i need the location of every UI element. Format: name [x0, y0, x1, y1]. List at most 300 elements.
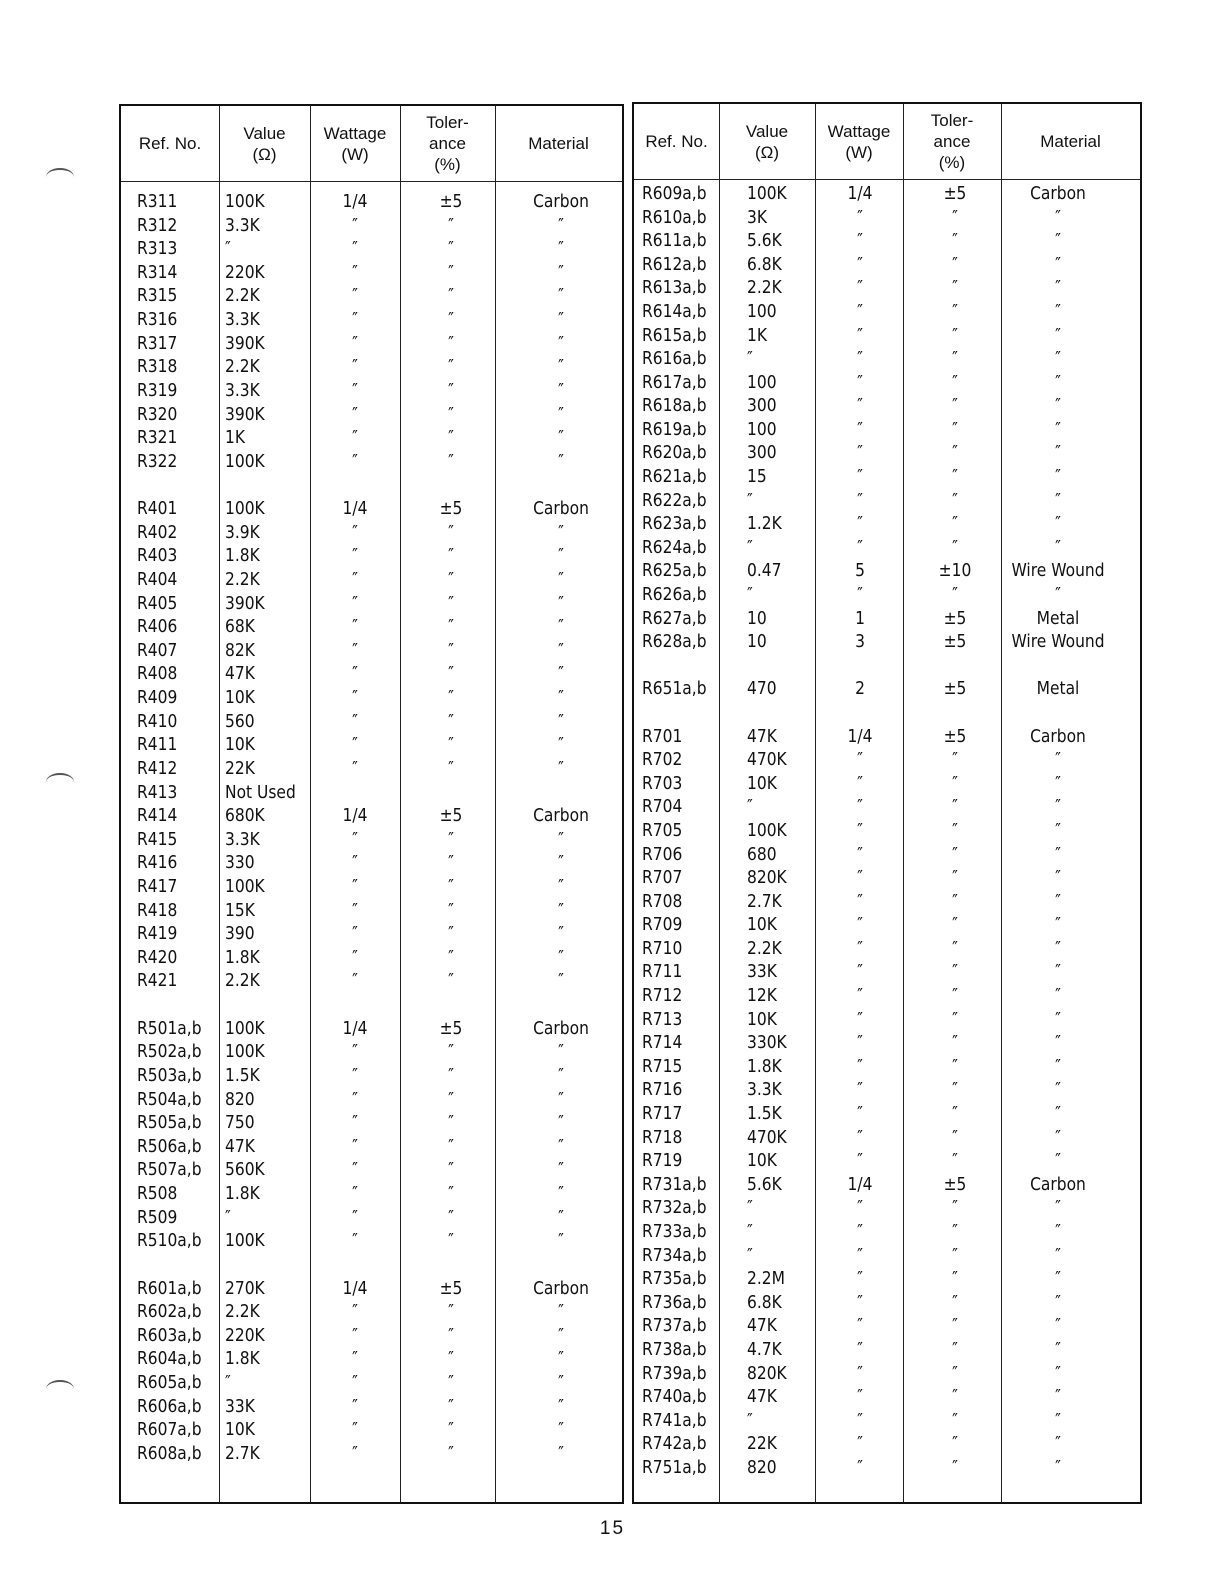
cell-material: ″ [1055, 843, 1061, 865]
cell-ref-no: R501a,b [136, 1017, 202, 1039]
cell-ref-no: R628a,b [641, 631, 707, 653]
cell-tolerance: ″ [448, 592, 454, 614]
cell-tolerance: ″ [952, 348, 958, 370]
cell-wattage: 2 [855, 678, 865, 700]
cell-value: 3.3K [746, 1079, 782, 1101]
cell-wattage: ″ [857, 300, 863, 322]
cell-value: 100K [224, 191, 265, 212]
cell-tolerance: ±5 [943, 678, 967, 700]
cell-wattage: ″ [352, 285, 358, 307]
cell-material: ″ [1055, 1150, 1061, 1172]
cell-value: 220K [224, 1324, 265, 1346]
cell-ref-no: R610a,b [641, 206, 707, 228]
cell-material: ″ [558, 852, 564, 874]
cell-tolerance: ″ [952, 843, 958, 865]
table-row [121, 781, 622, 805]
cell-value: 680 [746, 843, 777, 865]
cell-material: ″ [1055, 890, 1061, 912]
cell-wattage: ″ [857, 1126, 863, 1148]
table-row [634, 607, 1140, 631]
cell-tolerance: ″ [952, 442, 958, 464]
table-row [634, 1173, 1140, 1197]
table-row [634, 371, 1140, 395]
cell-wattage: 3 [855, 631, 865, 653]
table-row [121, 237, 622, 261]
cell-ref-no: R713 [641, 1008, 683, 1030]
cell-value: 47K [746, 1386, 777, 1408]
table-row [634, 512, 1140, 536]
cell-tolerance: ″ [448, 1183, 454, 1205]
cell-tolerance: ″ [952, 772, 958, 794]
cell-material: ″ [1055, 1338, 1061, 1360]
cell-wattage: ″ [857, 442, 863, 464]
cell-ref-no: R502a,b [136, 1041, 202, 1063]
cell-tolerance: ″ [952, 1197, 958, 1219]
cell-tolerance: ″ [952, 1079, 958, 1101]
cell-tolerance: ″ [448, 1372, 454, 1393]
cell-wattage: 5 [855, 560, 865, 582]
cell-ref-no: R315 [136, 285, 178, 307]
cell-value: 750 [224, 1112, 255, 1134]
cell-value: ″ [746, 489, 753, 511]
cell-tolerance: ″ [952, 1338, 958, 1360]
cell-ref-no: R707 [641, 867, 683, 889]
cell-wattage: ″ [857, 890, 863, 912]
cell-wattage: ″ [352, 450, 358, 472]
table-row [121, 261, 622, 285]
cell-material: ″ [1055, 749, 1061, 771]
cell-ref-no: R509 [136, 1206, 178, 1228]
cell-value: 0.47 [746, 560, 782, 582]
cell-tolerance: ″ [952, 1126, 958, 1148]
cell-wattage: ″ [352, 545, 358, 567]
cell-material: ″ [558, 568, 564, 590]
cell-ref-no: R706 [641, 843, 683, 865]
cell-value: 2.2K [746, 937, 782, 959]
cell-material: Carbon [1030, 183, 1086, 204]
cell-value: 1.8K [746, 1055, 782, 1077]
cell-ref-no: R405 [136, 592, 178, 614]
table-row [634, 890, 1140, 914]
table-row [121, 686, 622, 710]
cell-wattage: ″ [352, 214, 358, 236]
cell-ref-no: R623a,b [641, 513, 707, 535]
cell-wattage: ″ [352, 828, 358, 850]
cell-ref-no: R609a,b [641, 183, 707, 204]
table-row [634, 229, 1140, 253]
cell-ref-no: R317 [136, 332, 178, 354]
cell-ref-no: R318 [136, 356, 178, 378]
cell-wattage: ″ [857, 1220, 863, 1242]
cell-value: 100 [746, 300, 777, 322]
cell-wattage: ″ [352, 875, 358, 897]
cell-material: ″ [1055, 1197, 1061, 1219]
cell-material: ″ [1055, 1055, 1061, 1077]
table-row [634, 1102, 1140, 1126]
cell-wattage: ″ [857, 1291, 863, 1313]
cell-wattage: ″ [352, 568, 358, 590]
cell-material: ″ [1055, 1008, 1061, 1030]
cell-wattage: ″ [352, 403, 358, 425]
cell-material: ″ [1055, 796, 1061, 818]
cell-ref-no: R710 [641, 937, 683, 959]
table-row [121, 355, 622, 379]
cell-tolerance: ″ [952, 395, 958, 417]
cell-material: Carbon [533, 498, 589, 520]
cell-tolerance: ″ [952, 230, 958, 252]
table-row [634, 1149, 1140, 1173]
cell-value: 3.3K [224, 309, 260, 331]
cell-ref-no: R605a,b [136, 1372, 202, 1393]
cell-tolerance: ″ [448, 1112, 454, 1134]
cell-wattage: ″ [857, 1268, 863, 1290]
table-row [634, 725, 1140, 749]
cell-wattage: ″ [857, 466, 863, 488]
cell-ref-no: R510a,b [136, 1230, 202, 1252]
table-row [121, 544, 622, 568]
cell-wattage: ″ [857, 1032, 863, 1054]
cell-tolerance: ±5 [439, 191, 463, 212]
table-row [121, 875, 622, 899]
cell-wattage: ″ [857, 418, 863, 440]
cell-value: 10K [224, 734, 255, 756]
cell-tolerance: ″ [448, 568, 454, 590]
cell-material: ″ [558, 309, 564, 331]
cell-tolerance: ″ [952, 1220, 958, 1242]
cell-ref-no: R611a,b [641, 230, 707, 252]
cell-wattage: ″ [857, 1456, 863, 1478]
cell-wattage: ″ [352, 710, 358, 732]
cell-value: 47K [746, 725, 777, 747]
table-row [634, 536, 1140, 560]
table-row [634, 465, 1140, 489]
cell-value: 2.2K [224, 568, 260, 590]
cell-material: ″ [558, 946, 564, 968]
cell-material: ″ [1055, 395, 1061, 417]
cell-value: 100 [746, 371, 777, 393]
cell-wattage: ″ [857, 819, 863, 841]
table-row [121, 1418, 622, 1442]
cell-wattage: ″ [857, 253, 863, 275]
cell-wattage: ″ [352, 1442, 358, 1464]
cell-value: 100K [224, 875, 265, 897]
cell-material: ″ [1055, 371, 1061, 393]
table-row [634, 1196, 1140, 1220]
cell-value: 100K [224, 1041, 265, 1063]
cell-wattage: ″ [857, 1055, 863, 1077]
cell-wattage: ″ [857, 230, 863, 252]
table-row [121, 568, 622, 592]
cell-ref-no: R709 [641, 914, 683, 936]
cell-tolerance: ″ [952, 1032, 958, 1054]
cell-wattage: ″ [352, 309, 358, 331]
cell-material: ″ [558, 639, 564, 661]
table-row [121, 710, 622, 734]
cell-material: ″ [1055, 1103, 1061, 1124]
cell-material: ″ [1055, 324, 1061, 346]
cell-wattage: 1/4 [342, 1277, 368, 1299]
cell-value: 1.8K [224, 1348, 260, 1370]
cell-ref-no: R407 [136, 639, 178, 661]
cell-material: ″ [558, 332, 564, 354]
cell-wattage: ″ [857, 324, 863, 346]
cell-value: 820 [746, 1456, 777, 1478]
cell-tolerance: ″ [952, 206, 958, 228]
cell-value: 330K [746, 1032, 787, 1054]
cell-material: ″ [1055, 914, 1061, 936]
cell-ref-no: R314 [136, 261, 178, 283]
table-row [121, 592, 622, 616]
cell-value: 3.9K [224, 521, 260, 543]
cell-value: 47K [224, 663, 255, 685]
cell-tolerance: ″ [448, 521, 454, 543]
cell-tolerance: ±5 [439, 1277, 463, 1299]
table-row [121, 615, 622, 639]
cell-ref-no: R701 [641, 725, 683, 747]
cell-value: 2.2K [224, 356, 260, 378]
cell-wattage: ″ [352, 1159, 358, 1181]
cell-material: ″ [558, 1112, 564, 1134]
cell-tolerance: ″ [448, 899, 454, 921]
cell-value: 220K [224, 261, 265, 283]
table-row [121, 639, 622, 663]
cell-tolerance: ″ [952, 1055, 958, 1077]
cell-material: ″ [558, 1301, 564, 1323]
cell-wattage: ″ [352, 1372, 358, 1393]
cell-value: 390K [224, 592, 265, 614]
cell-ref-no: R626a,b [641, 584, 707, 606]
table-row [634, 182, 1140, 206]
table-row [121, 332, 622, 356]
cell-tolerance: ″ [952, 1244, 958, 1266]
cell-ref-no: R718 [641, 1126, 683, 1148]
cell-wattage: ″ [352, 1206, 358, 1228]
cell-material: ″ [558, 710, 564, 732]
cell-tolerance: ″ [448, 1159, 454, 1181]
cell-material: Wire Wound [1011, 560, 1105, 582]
cell-value: 2.2K [224, 285, 260, 307]
table-row [634, 1291, 1140, 1315]
cell-wattage: ″ [857, 513, 863, 535]
cell-ref-no: R734a,b [641, 1244, 707, 1266]
cell-tolerance: ″ [448, 309, 454, 331]
cell-tolerance: ″ [448, 875, 454, 897]
cell-tolerance: ″ [952, 1315, 958, 1337]
cell-material: ″ [558, 214, 564, 236]
cell-value: 10K [224, 1419, 255, 1441]
cell-tolerance: ±5 [943, 607, 967, 629]
cell-tolerance: ″ [952, 819, 958, 841]
cell-tolerance: ″ [448, 403, 454, 425]
cell-ref-no: R702 [641, 749, 683, 771]
cell-value: 680K [224, 805, 265, 827]
header-wattage: Wattage (W) [827, 121, 891, 162]
cell-material: ″ [558, 1230, 564, 1252]
table-row [634, 394, 1140, 418]
cell-ref-no: R322 [136, 450, 178, 472]
cell-wattage: ″ [352, 1183, 358, 1205]
cell-wattage: ″ [352, 261, 358, 283]
cell-tolerance: ″ [448, 450, 454, 472]
cell-tolerance: ″ [952, 937, 958, 959]
cell-ref-no: R739a,b [641, 1362, 707, 1384]
cell-wattage: ″ [857, 1079, 863, 1101]
cell-value: 1K [746, 324, 768, 346]
cell-ref-no: R622a,b [641, 489, 707, 511]
parts-table-right [632, 102, 1142, 1504]
cell-material: ″ [1055, 1409, 1061, 1431]
cell-wattage: 1/4 [342, 498, 368, 520]
cell-tolerance: ″ [952, 513, 958, 535]
cell-wattage: ″ [857, 985, 863, 1007]
cell-ref-no: R624a,b [641, 536, 707, 558]
cell-ref-no: R606a,b [136, 1395, 202, 1417]
cell-tolerance: ±5 [943, 725, 967, 747]
cell-ref-no: R732a,b [641, 1197, 707, 1219]
cell-material: ″ [1055, 513, 1061, 535]
header-divider [121, 181, 622, 182]
cell-material: ″ [558, 356, 564, 378]
cell-material: ″ [558, 427, 564, 449]
table-row [634, 559, 1140, 583]
cell-tolerance: ″ [952, 253, 958, 275]
cell-ref-no: R711 [641, 961, 683, 983]
cell-material: ″ [558, 521, 564, 543]
header-tolerance: Toler- ance (%) [930, 111, 974, 172]
table-row [121, 1253, 622, 1277]
cell-material: ″ [558, 899, 564, 921]
table-row [634, 1055, 1140, 1079]
cell-ref-no: R618a,b [641, 395, 707, 417]
cell-ref-no: R419 [136, 923, 178, 945]
cell-value: ″ [224, 1372, 231, 1393]
table-row [121, 190, 622, 214]
cell-material: ″ [558, 1419, 564, 1441]
cell-wattage: ″ [352, 356, 358, 378]
cell-ref-no: R506a,b [136, 1135, 202, 1157]
cell-wattage: ″ [352, 899, 358, 921]
cell-tolerance: ″ [448, 545, 454, 567]
cell-tolerance: ″ [952, 796, 958, 818]
table-row [634, 1362, 1140, 1386]
cell-wattage: ″ [352, 923, 358, 945]
cell-value: 820K [746, 867, 787, 889]
cell-ref-no: R604a,b [136, 1348, 202, 1370]
table-row [121, 1324, 622, 1348]
cell-material: ″ [558, 1183, 564, 1205]
cell-material: ″ [558, 403, 564, 425]
cell-ref-no: R736a,b [641, 1291, 707, 1313]
cell-wattage: 1/4 [847, 183, 873, 204]
cell-tolerance: ″ [952, 371, 958, 393]
cell-ref-no: R615a,b [641, 324, 707, 346]
cell-wattage: ″ [352, 639, 358, 661]
table-row [634, 1456, 1140, 1480]
cell-value: 47K [746, 1315, 777, 1337]
table-row [634, 253, 1140, 277]
cell-tolerance: ″ [448, 214, 454, 236]
cell-ref-no: R608a,b [136, 1442, 202, 1464]
table-row [121, 969, 622, 993]
cell-material: ″ [558, 1442, 564, 1464]
cell-material: ″ [558, 285, 564, 307]
table-row [634, 1385, 1140, 1409]
cell-material: ″ [558, 379, 564, 401]
table-row [634, 937, 1140, 961]
cell-wattage: ″ [857, 536, 863, 558]
cell-ref-no: R414 [136, 805, 178, 827]
cell-ref-no: R402 [136, 521, 178, 543]
cell-value: Not Used [224, 781, 296, 803]
cell-ref-no: R705 [641, 819, 683, 841]
cell-ref-no: R617a,b [641, 371, 707, 393]
cell-material: Carbon [533, 805, 589, 827]
cell-wattage: ″ [857, 1409, 863, 1431]
cell-wattage: ″ [352, 1324, 358, 1346]
cell-value: 15 [746, 466, 767, 488]
cell-ref-no: R411 [136, 734, 178, 756]
table-row [634, 1126, 1140, 1150]
cell-value: 6.8K [746, 253, 782, 275]
cell-tolerance: ″ [448, 1395, 454, 1417]
cell-tolerance: ″ [952, 418, 958, 440]
cell-wattage: ″ [352, 238, 358, 260]
cell-value: 470K [746, 749, 787, 771]
cell-value: ″ [746, 584, 753, 606]
cell-value: ″ [746, 536, 753, 558]
cell-wattage: ″ [352, 687, 358, 709]
cell-ref-no: R712 [641, 985, 683, 1007]
cell-value: 390 [224, 923, 255, 945]
cell-value: 390K [224, 403, 265, 425]
header-material: Material [528, 134, 589, 153]
cell-material: ″ [1055, 489, 1061, 511]
table-row [121, 403, 622, 427]
cell-wattage: ″ [857, 1008, 863, 1030]
cell-tolerance: ″ [952, 584, 958, 606]
cell-value: 2.2M [746, 1268, 785, 1290]
cell-ref-no: R406 [136, 616, 178, 638]
cell-wattage: ″ [857, 206, 863, 228]
cell-ref-no: R410 [136, 710, 178, 732]
cell-tolerance: ″ [952, 324, 958, 346]
cell-ref-no: R401 [136, 498, 178, 520]
cell-material: ″ [558, 875, 564, 897]
cell-wattage: ″ [857, 348, 863, 370]
cell-value: ″ [224, 238, 231, 260]
cell-wattage: ″ [857, 796, 863, 818]
cell-tolerance: ″ [448, 356, 454, 378]
cell-tolerance: ″ [952, 1456, 958, 1478]
cell-ref-no: R616a,b [641, 348, 707, 370]
cell-wattage: ″ [857, 1386, 863, 1408]
cell-value: 300 [746, 442, 777, 464]
cell-wattage: ″ [352, 379, 358, 401]
cell-value: 100K [224, 1230, 265, 1252]
cell-value: 100K [746, 819, 787, 841]
cell-value: 300 [746, 395, 777, 417]
cell-ref-no: R719 [641, 1150, 683, 1172]
cell-value: 100 [746, 418, 777, 440]
cell-ref-no: R503a,b [136, 1064, 202, 1086]
table-row [121, 497, 622, 521]
cell-material: Carbon [533, 191, 589, 212]
cell-ref-no: R408 [136, 663, 178, 685]
cell-material: ″ [558, 1206, 564, 1228]
binder-hole-mark [46, 773, 74, 791]
cell-tolerance: ″ [448, 1442, 454, 1464]
cell-wattage: ″ [352, 1041, 358, 1063]
